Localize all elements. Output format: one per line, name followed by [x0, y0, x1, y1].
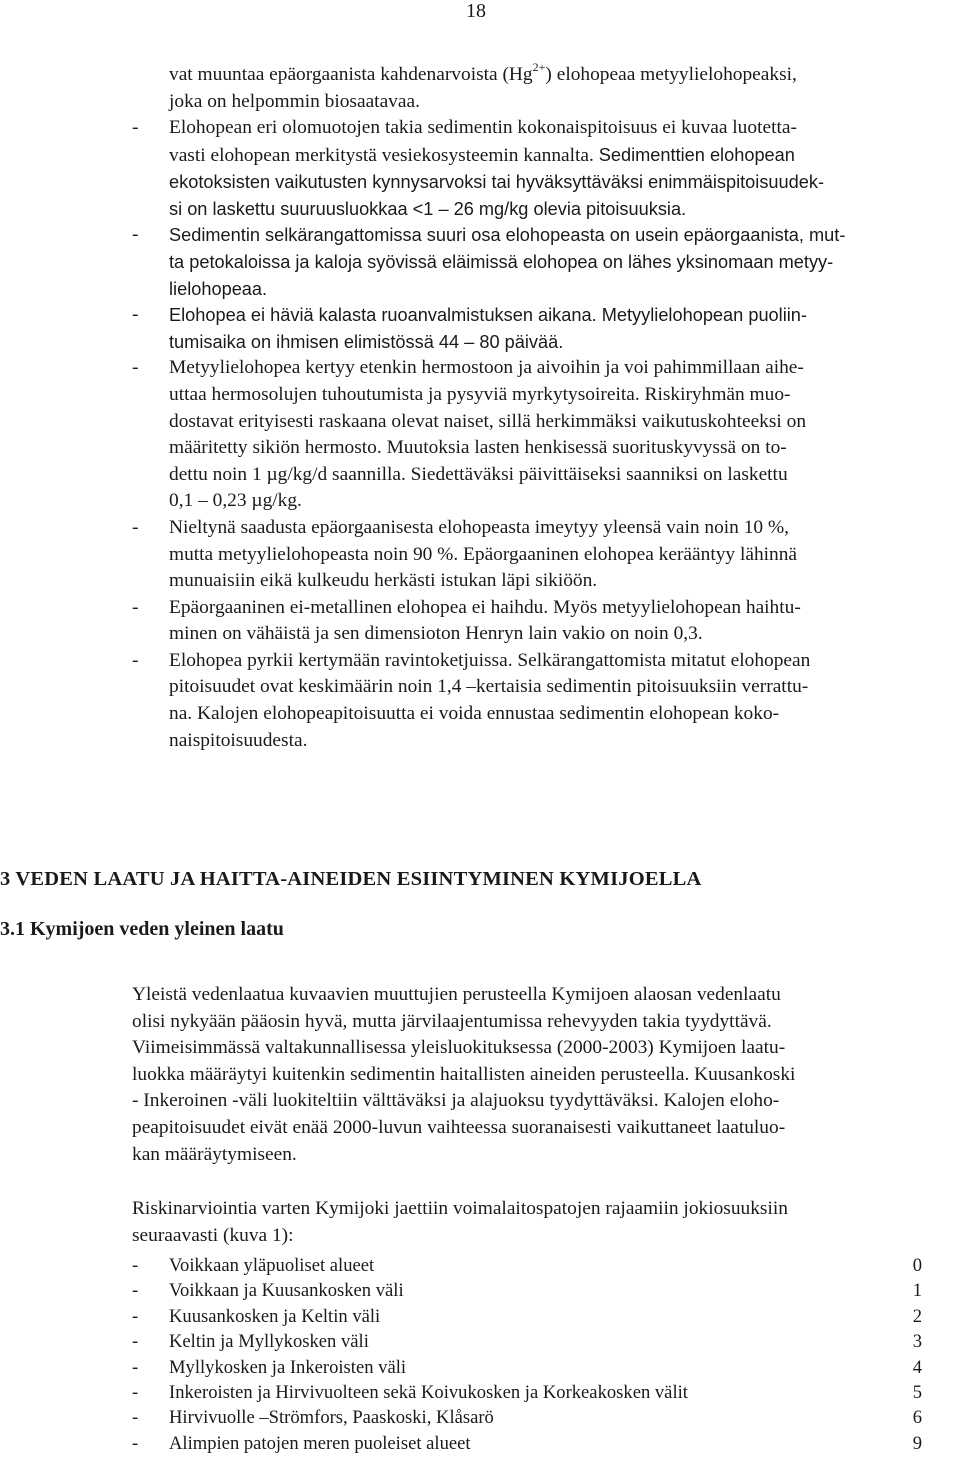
bullet-item-1 [132, 115, 960, 222]
segment-number: 1 [912, 1280, 922, 1302]
bullet-line: minen on vähäistä ja sen dimensioton Henryn lain vakio on noin 0,3. [169, 623, 703, 645]
bullet-line-sans: Elohopea ei häviä kalasta ruoanvalmistuksen aikana. Metyylielohopean puoliin- [169, 305, 807, 326]
bullet-line-sans: ta petokaloissa ja kaloja syövissä eläimissä elohopea on lähes yksinomaan metyy- [169, 251, 834, 272]
paragraph-line: - Inkeroinen -väli luokiteltiin välttäväksi ja alajuoksu tyydyttäväksi. Kalojen eloho- [132, 1090, 780, 1112]
intro-line-1a: vat muuntaa epäorgaanista kahdenarvoista (Hg [169, 64, 533, 85]
bullet-dash: - [132, 304, 139, 326]
bullet-item-6 [132, 595, 960, 648]
bullet-dash: - [132, 649, 139, 671]
bullet-item-4 [132, 355, 960, 515]
segment-item [132, 1431, 926, 1456]
segment-item [132, 1304, 926, 1329]
segment-dash: - [132, 1331, 139, 1353]
bullet-item-7 [132, 648, 960, 754]
segment-number: 0 [912, 1255, 922, 1276]
segment-label: Myllykosken ja Inkeroisten väli [169, 1356, 407, 1378]
segment-dash: - [132, 1305, 139, 1327]
bullet-line: määritetty sikiön hermosto. Muutoksia lasten henkisessä suorituskyvyssä on to- [169, 437, 787, 459]
bullet-item-3 [132, 302, 960, 355]
bullet-dash: - [132, 224, 139, 246]
segment-dash: - [132, 1407, 139, 1429]
paragraph-line: seuraavasti (kuva 1): [132, 1224, 294, 1246]
paragraph-line: peapitoisuudet eivät enää 2000-luvun vaihteessa suoranaisesti vaikuttaneet laatuluo- [132, 1116, 786, 1138]
paragraph-line: kan määräytymiseen. [132, 1143, 297, 1165]
paragraph-line: olisi nykyään pääosin hyvä, mutta järvilaajentumissa rehevyyden takia tyydyttävä. [132, 1010, 772, 1032]
bullet-line-sans: si on laskettu suuruusluokkaa <1 – 26 mg/kg olevia pitoisuuksia. [169, 198, 687, 219]
segment-label: Kuusankosken ja Keltin väli [169, 1305, 381, 1327]
bullet-line: pitoisuudet ovat keskimäärin noin 1,4 –kertaisia sedimentin pitoisuuksiin verrattu- [169, 676, 809, 698]
bullet-line: Elohopean eri olomuotojen takia sedimentin kokonaispitoisuus ei kuvaa luotetta- [169, 117, 797, 138]
segment-label: Inkeroisten ja Hirvivuolteen sekä Koivukosken ja Korkeakosken välit [169, 1382, 688, 1404]
paragraph-water-quality [132, 982, 942, 1168]
segment-dash: - [132, 1255, 139, 1276]
segment-dash: - [132, 1356, 139, 1378]
bullet-line: mutta metyylielohopeasta noin 90 %. Epäorgaaninen elohopea kerääntyy lähinnä [169, 543, 798, 565]
intro-text [132, 62, 960, 115]
paragraph-risk-assessment [132, 1196, 942, 1249]
bullet-line-sans: Sedimentin selkärangattomissa suuri osa elohopeasta on usein epäorgaanista, mut- [169, 225, 846, 246]
segment-label: Voikkaan yläpuoliset alueet [169, 1255, 375, 1276]
segment-dash: - [132, 1382, 139, 1404]
bullet-line: naispitoisuudesta. [169, 729, 308, 751]
paragraph-line: luokka määräytyi kuitenkin sedimentin haitallisten aineiden perusteella. Kuusankoski [132, 1063, 796, 1085]
segment-label: Voikkaan ja Kuusankosken väli [169, 1280, 404, 1302]
bullet-item-5 [132, 515, 960, 595]
paragraph-line: Yleistä vedenlaatua kuvaavien muuttujien perusteella Kymijoen alaosan vedenlaatu [132, 984, 781, 1005]
bullet-line: munuaisiin eikä kulkeudu herkästi istukan läpi sikiöön. [169, 570, 598, 592]
paragraph-line: Riskinarviointia varten Kymijoki jaettiin voimalaitospatojen rajaamiin jokiosuuksiin [132, 1198, 788, 1219]
bullet-dash: - [132, 117, 139, 138]
segment-item [132, 1355, 926, 1380]
intro-line-2: joka on helpommin biosaatavaa. [169, 90, 420, 112]
ion-charge: 2+ [532, 60, 546, 74]
page-number: 18 [466, 0, 486, 22]
bullet-line: vasti elohopean merkitystä vesiekosysteemin kannalta. [169, 144, 594, 166]
subsection-heading: 3.1 Kymijoen veden yleinen laatu [0, 918, 284, 940]
segment-number: 5 [912, 1382, 922, 1404]
bullet-line: Elohopea pyrkii kertymään ravintoketjuissa. Selkärangattomista mitatut elohopean [169, 649, 811, 671]
paragraph-line: Viimeisimmässä valtakunnallisessa yleisluokituksessa (2000-2003) Kymijoen laatu- [132, 1037, 786, 1059]
bullet-line: Metyylielohopea kertyy etenkin hermostoon ja aivoihin ja voi pahimmillaan aihe- [169, 357, 804, 379]
bullet-line-sans: ekotoksisten vaikutusten kynnysarvoksi tai hyväksyttäväksi enimmäispitoisuudek- [169, 172, 825, 193]
bullet-line: dettu noin 1 µg/kg/d saannilla. Siedettäväksi päivittäiseksi saanniksi on laskettu [169, 463, 788, 485]
bullet-line: Nieltynä saadusta epäorgaanisesta elohopeasta imeytyy yleensä vain noin 10 %, [169, 516, 789, 538]
bullet-dash: - [132, 357, 139, 379]
segment-label: Keltin ja Myllykosken väli [169, 1331, 369, 1353]
segment-number: 4 [912, 1356, 922, 1378]
bullet-line: dostavat erityisesti raskaana olevat naiset, sillä herkimmäksi vaikutuskohteeksi on [169, 410, 807, 432]
bullet-line: Epäorgaaninen ei-metallinen elohopea ei haihdu. Myös metyylielohopean haihtu- [169, 596, 801, 618]
segment-label: Alimpien patojen meren puoleiset alueet [169, 1432, 471, 1454]
bullet-line: na. Kalojen elohopeapitoisuutta ei voida ennustaa sedimentin elohopean koko- [169, 703, 780, 725]
bullet-line: uttaa hermosolujen tuhoutumista ja pysyviä myrkytysoireita. Riskiryhmän muo- [169, 383, 791, 405]
segment-item [132, 1278, 926, 1303]
segment-number: 2 [912, 1305, 922, 1327]
bullet-item-2 [132, 222, 960, 302]
section-heading: 3 VEDEN LAATU JA HAITTA-AINEIDEN ESIINTYMINEN KYMIJOELLA [0, 868, 702, 890]
bullet-line-sans: tumisaika on ihmisen elimistössä 44 – 80 päivää. [169, 331, 564, 352]
bullet-dash: - [132, 516, 139, 538]
bullet-dash: - [132, 596, 139, 618]
segment-item [132, 1380, 926, 1405]
segment-item [132, 1405, 926, 1430]
segment-label: Hirvivuolle –Strömfors, Paaskoski, Klåsarö [169, 1407, 494, 1429]
segment-number: 9 [912, 1432, 922, 1454]
segment-number: 3 [912, 1331, 922, 1353]
bullet-line-sans: lielohopeaa. [169, 278, 268, 299]
segment-dash: - [132, 1432, 139, 1454]
segment-item [132, 1329, 926, 1354]
bullet-line: 0,1 – 0,23 µg/kg. [169, 490, 302, 512]
segment-number: 6 [912, 1407, 922, 1429]
segment-item [132, 1253, 926, 1278]
bullet-list [132, 115, 960, 754]
intro-line-1b: ) elohopeaa metyylielohopeaksi, [545, 64, 797, 85]
bullet-line-sans: Sedimenttien elohopean [598, 144, 795, 165]
segment-dash: - [132, 1280, 139, 1302]
river-segment-list [132, 1253, 926, 1456]
